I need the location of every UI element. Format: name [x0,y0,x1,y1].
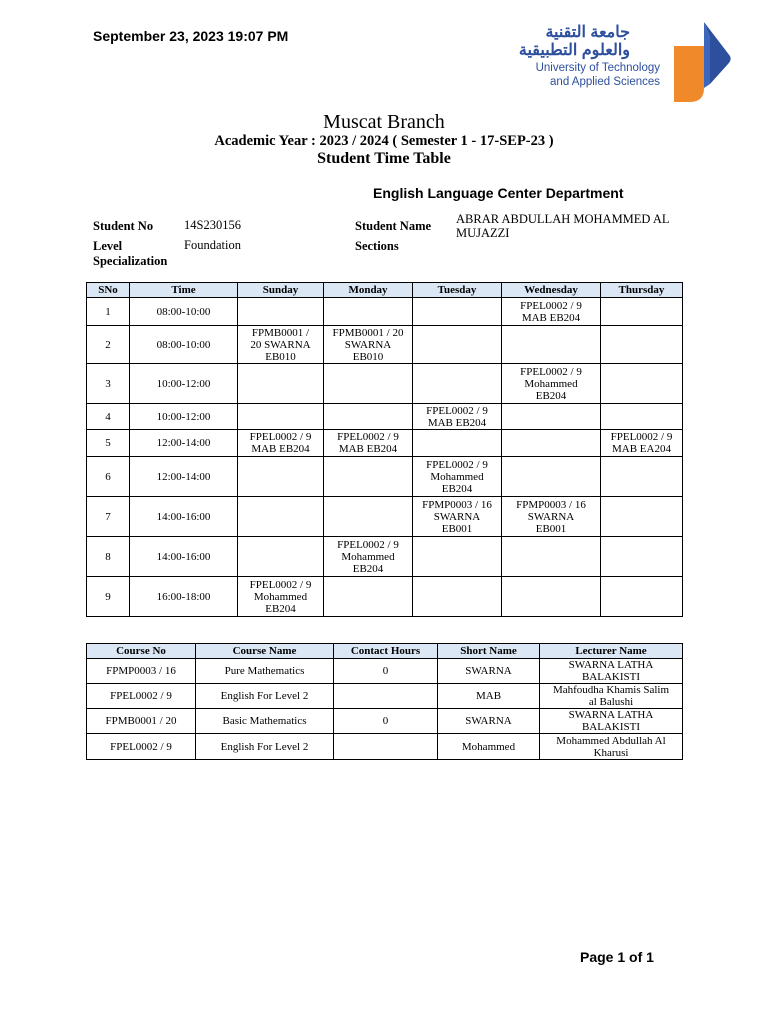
timetable-cell [601,326,683,364]
course-cell: 0 [334,709,438,734]
timetable-cell: FPEL0002 / 9 MAB EB204 [324,430,413,457]
timetable-cell: 8 [87,537,130,577]
timetable-cell [324,364,413,404]
course-cell: English For Level 2 [196,734,334,760]
sections-label: Sections [355,239,399,253]
specialization-label: Specialization [93,254,168,268]
timetable-cell [502,404,601,430]
student-no-label: Student No [93,219,154,233]
timetable-cell [413,537,502,577]
course-cell: SWARNA [438,659,540,684]
timetable-cell [238,364,324,404]
timetable-cell [238,404,324,430]
timetable-row [87,497,683,537]
course-header-lecturer-name: Lecturer Name [540,644,683,659]
timetable-cell [601,577,683,617]
print-datetime: September 23, 2023 19:07 PM [93,28,289,44]
timetable-cell: FPEL0002 / 9 Mohammed EB204 [413,457,502,497]
timetable-cell: 08:00-10:00 [130,298,238,326]
timetable-cell: 6 [87,457,130,497]
timetable-row [87,577,683,617]
student-name-label: Student Name [355,219,432,233]
timetable-header-row [87,283,683,298]
timetable-cell: 16:00-18:00 [130,577,238,617]
course-cell [334,734,438,760]
timetable-cell [601,537,683,577]
course-cell: FPEL0002 / 9 [87,684,196,709]
timetable-header-sno: SNo [87,283,130,298]
course-row [87,734,683,760]
timetable-cell: 5 [87,430,130,457]
timetable-cell: FPEL0002 / 9 Mohammed EB204 [502,364,601,404]
course-cell: SWARNA [438,709,540,734]
timetable-cell [601,298,683,326]
timetable-row [87,457,683,497]
timetable-row [87,404,683,430]
timetable-cell: FPEL0002 / 9 MAB EB204 [502,298,601,326]
timetable-cell: 10:00-12:00 [130,364,238,404]
timetable-header-monday: Monday [324,283,413,298]
course-table [86,643,683,760]
logo-mark-icon [670,18,734,104]
timetable-title: Student Time Table [317,150,451,167]
timetable-cell [413,430,502,457]
timetable-cell [601,497,683,537]
timetable-cell: FPMB0001 / 20 SWARNA EB010 [238,326,324,364]
timetable-cell [324,457,413,497]
timetable-cell: FPEL0002 / 9 MAB EA204 [601,430,683,457]
timetable-cell: 3 [87,364,130,404]
timetable-cell: 12:00-14:00 [130,430,238,457]
timetable-cell [413,298,502,326]
timetable-cell: 4 [87,404,130,430]
timetable-row [87,326,683,364]
timetable-cell: 10:00-12:00 [130,404,238,430]
timetable-cell [413,364,502,404]
timetable-cell [238,457,324,497]
timetable-cell [324,404,413,430]
course-header-course-no: Course No [87,644,196,659]
timetable-cell [413,577,502,617]
branch-title: Muscat Branch [323,111,445,133]
timetable-header-wednesday: Wednesday [502,283,601,298]
timetable-cell [413,326,502,364]
course-header-row [87,644,683,659]
timetable-cell: 08:00-10:00 [130,326,238,364]
course-cell: Mohammed Abdullah Al Kharusi [540,734,683,760]
student-name-value: ABRAR ABDULLAH MOHAMMED AL MUJAZZI [456,212,670,240]
timetable-cell [502,537,601,577]
department-name: English Language Center Department [373,185,624,201]
course-header-contact-hours: Contact Hours [334,644,438,659]
timetable-cell [502,577,601,617]
timetable-cell: FPEL0002 / 9 Mohammed EB204 [324,537,413,577]
timetable-cell [238,537,324,577]
course-header-course-name: Course Name [196,644,334,659]
course-cell: Mohammed [438,734,540,760]
course-cell: SWARNA LATHA BALAKISTI [540,709,683,734]
page-number: Page 1 of 1 [580,949,654,965]
timetable-cell: FPMP0003 / 16 SWARNA EB001 [413,497,502,537]
logo-english-line2: and Applied Sciences [550,76,660,88]
course-cell: FPMB0001 / 20 [87,709,196,734]
timetable-cell [502,326,601,364]
timetable-cell: 12:00-14:00 [130,457,238,497]
timetable-row [87,298,683,326]
timetable-cell: 14:00-16:00 [130,537,238,577]
course-row [87,709,683,734]
timetable-header-tuesday: Tuesday [413,283,502,298]
timetable-table [86,282,683,617]
timetable-cell [324,497,413,537]
timetable-cell [601,364,683,404]
timetable-cell [238,298,324,326]
timetable-cell: 9 [87,577,130,617]
timetable-cell [502,430,601,457]
timetable-cell: FPEL0002 / 9 MAB EB204 [413,404,502,430]
course-header-short-name: Short Name [438,644,540,659]
timetable-cell [502,457,601,497]
timetable-row [87,364,683,404]
logo-arabic-line1: جامعة التقنية [545,24,630,41]
timetable-cell: FPEL0002 / 9 Mohammed EB204 [238,577,324,617]
timetable-header-sunday: Sunday [238,283,324,298]
timetable-cell [601,457,683,497]
course-cell: MAB [438,684,540,709]
timetable-cell [324,298,413,326]
course-cell: Mahfoudha Khamis Salim al Balushi [540,684,683,709]
timetable-header-thursday: Thursday [601,283,683,298]
course-cell: SWARNA LATHA BALAKISTI [540,659,683,684]
academic-year: Academic Year : 2023 / 2024 ( Semester 1 - 17-SEP-23 ) [214,133,554,149]
course-cell: 0 [334,659,438,684]
course-cell: FPMP0003 / 16 [87,659,196,684]
timetable-cell: 7 [87,497,130,537]
timetable-cell [238,497,324,537]
course-cell: English For Level 2 [196,684,334,709]
timetable-cell [324,577,413,617]
course-cell: FPEL0002 / 9 [87,734,196,760]
course-row [87,684,683,709]
timetable-cell: FPEL0002 / 9 MAB EB204 [238,430,324,457]
course-cell: Pure Mathematics [196,659,334,684]
course-cell [334,684,438,709]
level-value: Foundation [184,238,241,252]
timetable-cell: FPMB0001 / 20 SWARNA EB010 [324,326,413,364]
course-row [87,659,683,684]
logo-english-line1: University of Technology [535,62,660,74]
timetable-cell [601,404,683,430]
university-logo [518,18,740,104]
logo-arabic-line2: والعلوم التطبيقية [518,42,630,59]
timetable-cell: 14:00-16:00 [130,497,238,537]
timetable-cell: FPMP0003 / 16 SWARNA EB001 [502,497,601,537]
student-no-value: 14S230156 [184,218,241,232]
timetable-row [87,430,683,457]
timetable-row [87,537,683,577]
timetable-header-time: Time [130,283,238,298]
course-cell: Basic Mathematics [196,709,334,734]
timetable-cell: 2 [87,326,130,364]
timetable-cell: 1 [87,298,130,326]
level-label: Level [93,239,123,253]
